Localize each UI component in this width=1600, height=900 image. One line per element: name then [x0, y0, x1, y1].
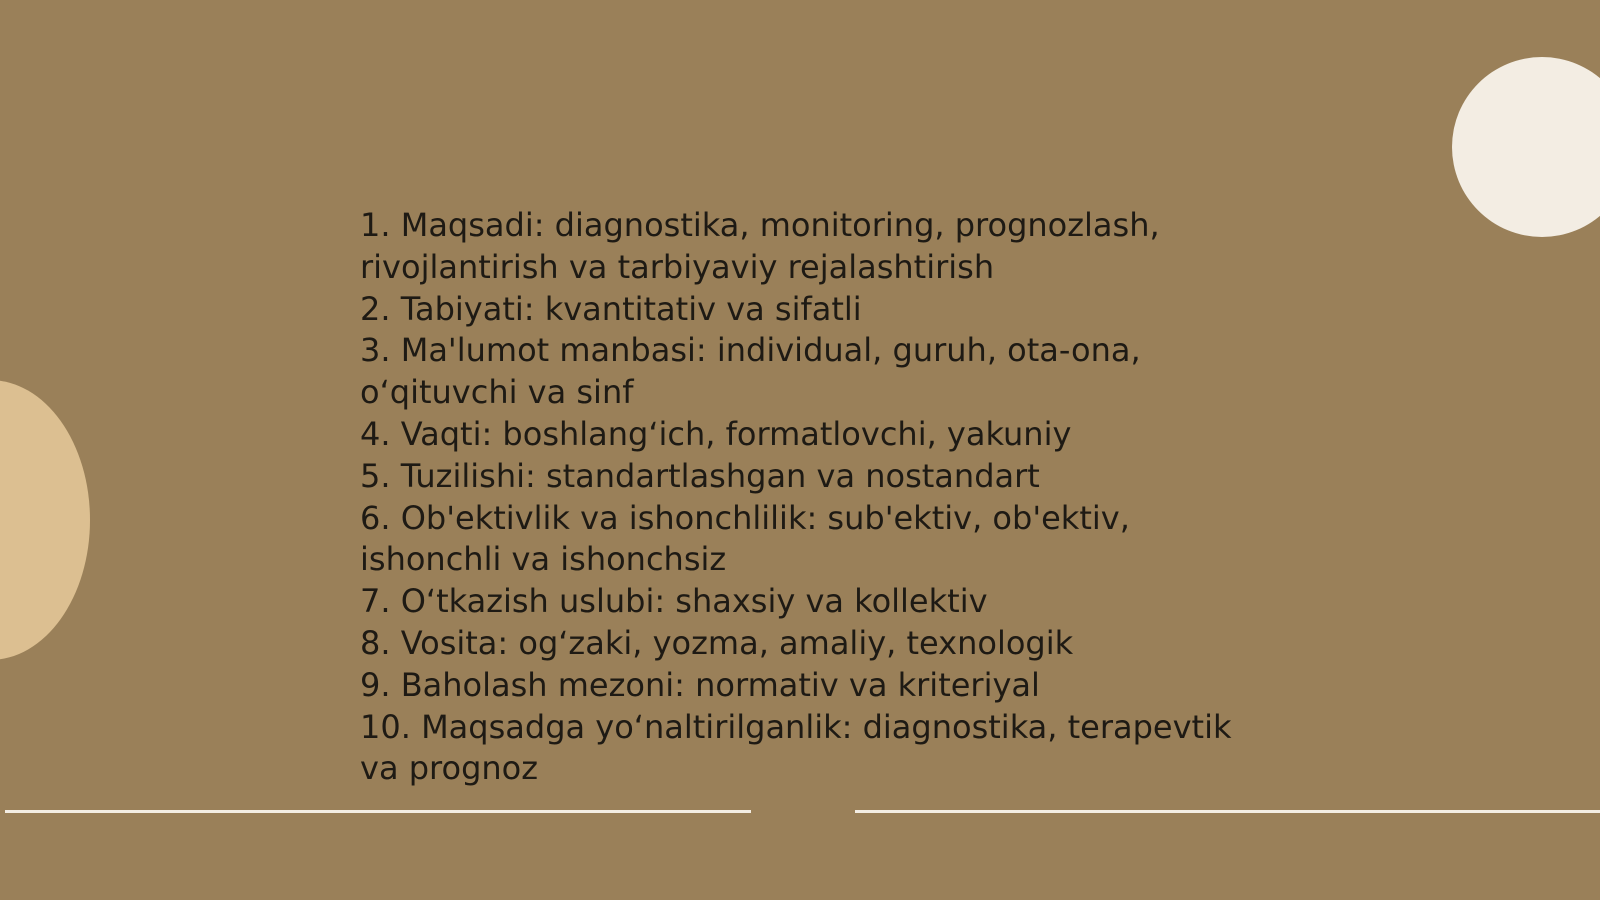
decorative-circle-top-right	[1452, 57, 1600, 237]
list-item: 9. Baholash mezoni: normativ va kriteriyal	[360, 665, 1040, 704]
classification-list	[360, 205, 1260, 790]
decorative-circle-left	[0, 380, 90, 660]
divider-line-right	[855, 810, 1600, 813]
divider-line-left	[5, 810, 751, 813]
list-item: 4. Vaqti: boshlang‘ich, formatlovchi, yakuniy	[360, 414, 1072, 453]
list-item: 1. Maqsadi: diagnostika, monitoring, prognozlash, rivojlantirish va tarbiyaviy rejalashtirish	[360, 206, 1160, 286]
list-item: 7. O‘tkazish uslubi: shaxsiy va kollektiv	[360, 582, 988, 621]
list-item: 2. Tabiyati: kvantitativ va sifatli	[360, 289, 862, 328]
list-item: 10. Maqsadga yo‘naltirilganlik: diagnostika, terapevtik va prognoz	[360, 707, 1232, 788]
list-item: 8. Vosita: og‘zaki, yozma, amaliy, texnologik	[360, 623, 1074, 662]
list-item: 5. Tuzilishi: standartlashgan va nostandart	[360, 456, 1040, 495]
list-item: 3. Ma'lumot manbasi: individual, guruh, ota-ona, o‘qituvchi va sinf	[360, 331, 1141, 412]
list-item: 6. Ob'ektivlik va ishonchlilik: sub'ektiv, ob'ektiv, ishonchli va ishonchsiz	[360, 498, 1130, 579]
